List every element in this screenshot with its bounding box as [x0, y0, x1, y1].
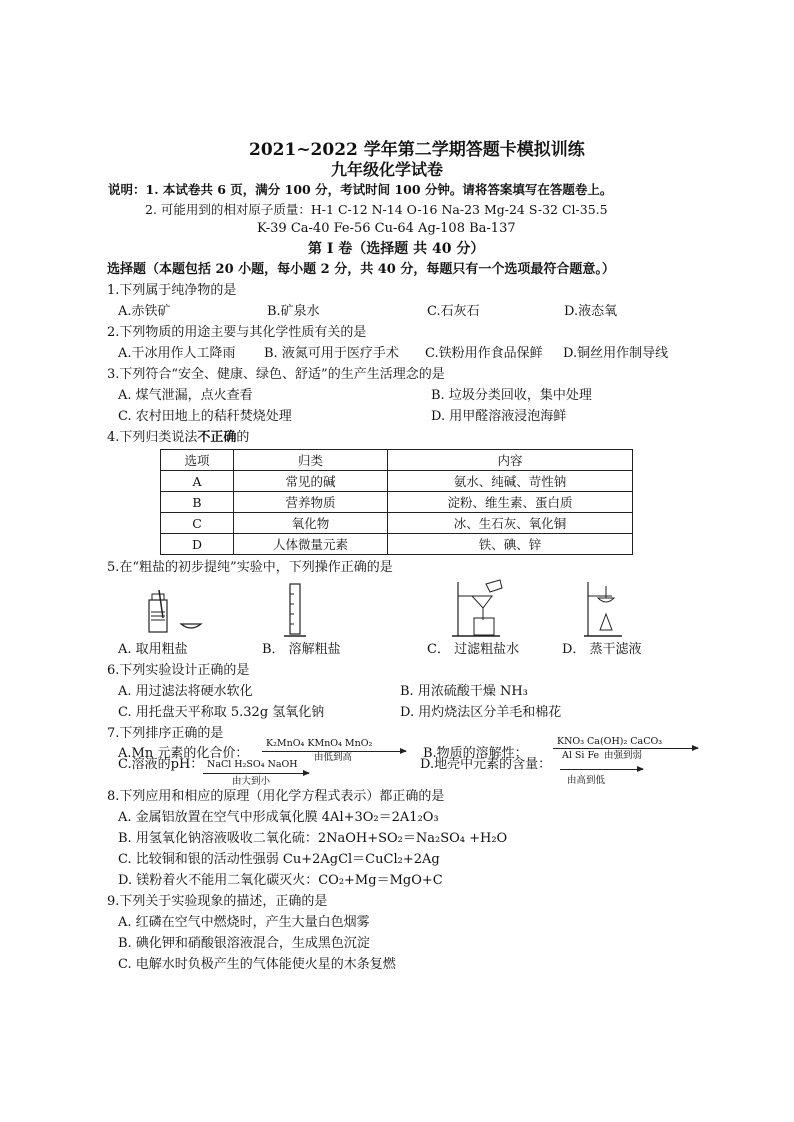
exam-title: 2021~2022 学年第二学期答题卡模拟训练 [249, 140, 585, 160]
q8-option-a: A. 金属铝放置在空气中形成氧化膜 4Al+3O₂＝2A1₂O₃ [118, 810, 439, 825]
graduated-cylinder-icon [280, 580, 310, 642]
q7-b-arrow-icon [553, 748, 698, 749]
q5-stem: 5.在“粗盐的初步提纯”实验中，下列操作正确的是 [107, 560, 393, 575]
q6-option-a: A. 用过滤法将硬水软化 [118, 684, 253, 699]
table-cell: 氧化物 [234, 513, 388, 534]
q7-option-b-order: 由强到弱 [604, 750, 643, 761]
q6-option-d: D. 用灼烧法区分羊毛和棉花 [400, 705, 562, 720]
q2-stem: 2.下列物质的用途主要与其化学性质有关的是 [107, 325, 367, 340]
q7-c-arrow-icon [203, 773, 309, 774]
q9-option-b: B. 碘化钾和硝酸银溶液混合，生成黑色沉淀 [118, 936, 370, 951]
q6-option-c: C. 用托盘天平称取 5.32g 氢氧化钠 [118, 705, 325, 720]
q6-stem: 6.下列实验设计正确的是 [107, 663, 250, 678]
notes-line-2: 2. 可能用到的相对原子质量：H-1 C-12 N-14 O-16 Na-23 Mg-24 S-32 Cl-35.5 [145, 202, 608, 217]
q3-option-a: A. 煤气泄漏，点火查看 [118, 388, 253, 403]
section-intro: 选择题（本题包括 20 小题，每小题 2 分，共 40 分，每题只有一个选项最符合题意。） [107, 262, 615, 277]
table-cell: 常见的碱 [234, 471, 388, 492]
q1-option-c: C.石灰石 [427, 304, 480, 319]
table-cell: 淀粉、维生素、蛋白质 [388, 492, 633, 513]
q3-option-d: D. 用甲醛溶液浸泡海鲜 [431, 409, 567, 424]
table-cell: A [161, 471, 234, 492]
q7-stem: 7.下列排序正确的是 [107, 726, 224, 741]
q4-stem-emphasis: 不正确 [197, 430, 237, 445]
section-title: 第 I 卷（选择题 共 40 分） [308, 241, 485, 257]
table-cell: 冰、生石灰、氧化铜 [388, 513, 633, 534]
filtration-apparatus-icon [450, 578, 510, 640]
table-cell: D [161, 534, 234, 555]
q7-option-b-label: B.物质的溶解性： [423, 746, 528, 761]
table-cell: 人体微量元素 [234, 534, 388, 555]
notes-line-1: 说明：1. 本试卷共 6 页，满分 100 分，考试时间 100 分钟。请将答案填写在答题卷上。 [108, 182, 613, 197]
q7-d-arrow-icon [560, 769, 643, 770]
q5-option-b: B． 溶解粗盐 [262, 642, 341, 657]
table-row [161, 492, 633, 513]
q9-option-a: A. 红磷在空气中燃烧时，产生大量白色烟雾 [118, 915, 370, 930]
q3-stem: 3.下列符合“安全、健康、绿色、舒适”的生产生活理念的是 [107, 367, 445, 382]
q1-option-b: B.矿泉水 [267, 304, 320, 319]
q1-option-d: D.液态氧 [564, 304, 618, 319]
q1-option-a: A.赤铁矿 [118, 304, 171, 319]
table-row [161, 534, 633, 555]
q1-stem: 1.下列属于纯净物的是 [107, 283, 237, 298]
q5-option-c: C． 过滤粗盐水 [427, 642, 520, 657]
q7-option-d-label: D.地壳中元素的含量： [420, 757, 552, 772]
q2-option-c: C.铁粉用作食品保鲜 [425, 346, 543, 361]
q5-option-a: A. 取用粗盐 [118, 642, 188, 657]
q7-option-c-label: C.溶液的pH： [118, 757, 204, 772]
q8-option-c: C. 比较铜和银的活动性强弱 Cu+2AgCl＝CuCl₂+2Ag [118, 852, 440, 867]
table-header: 选项 [161, 450, 234, 471]
q8-option-d: D. 镁粉着火不能用二氧化碳灭火：CO₂+Mg＝MgO+C [118, 873, 443, 888]
salt-bottle-spoon-icon [145, 588, 205, 636]
q7-option-c-order: 由大到小 [232, 776, 271, 787]
q2-option-d: D.铜丝用作制导线 [563, 346, 669, 361]
table-header: 归类 [234, 450, 388, 471]
table-cell: 营养物质 [234, 492, 388, 513]
table-row [161, 513, 633, 534]
q9-option-c: C. 电解水时负极产生的气体能使火星的木条复燃 [118, 957, 396, 972]
exam-subtitle: 九年级化学试卷 [331, 160, 444, 179]
q4-stem [107, 430, 249, 446]
q9-stem: 9.下列关于实验现象的描述，正确的是 [107, 894, 328, 909]
q7-option-d-order: 由高到低 [567, 775, 606, 786]
table-cell: 铁、碘、锌 [388, 534, 633, 555]
q2-option-b: B. 液氮可用于医疗手术 [264, 346, 399, 361]
q4-stem-post: 的 [236, 430, 250, 445]
table-cell: 氨水、纯碱、苛性钠 [388, 471, 633, 492]
q2-option-a: A.干冰用作人工降雨 [118, 346, 236, 361]
table-header: 内容 [388, 450, 633, 471]
q7-option-a-sequence: K₂MnO₄ KMnO₄ MnO₂ [266, 738, 373, 749]
q8-option-b: B. 用氢氧化钠溶液吸收二氧化硫：2NaOH+SO₂＝Na₂SO₄ +H₂O [118, 831, 508, 846]
notes-line-3: K-39 Ca-40 Fe-56 Cu-64 Ag-108 Ba-137 [257, 221, 516, 236]
q7-option-a-order: 由低到高 [314, 752, 353, 763]
q5-option-d: D． 蒸干滤液 [562, 642, 642, 657]
q7-option-a-label: A.Mn 元素的化合价： [118, 746, 249, 761]
q8-stem: 8.下列应用和相应的原理（用化学方程式表示）都正确的是 [107, 789, 445, 804]
table-header-row [161, 450, 633, 471]
q7-option-b-sequence: KNO₃ Ca(OH)₂ CaCO₃ [557, 736, 663, 747]
q6-option-b: B. 用浓硫酸干燥 NH₃ [400, 684, 528, 699]
table-cell: C [161, 513, 234, 534]
q3-option-b: B. 垃圾分类回收，集中处理 [431, 388, 592, 403]
table-row [161, 471, 633, 492]
evaporation-apparatus-icon [582, 578, 626, 640]
q7-option-d-sequence: Al Si Fe [562, 750, 600, 761]
q4-stem-pre: 4.下列归类说法 [107, 430, 198, 445]
table-cell: B [161, 492, 234, 513]
q7-option-c-sequence: NaCl H₂SO₄ NaOH [207, 759, 298, 770]
q4-table [160, 449, 633, 555]
q3-option-c: C. 农村田地上的秸秆焚烧处理 [118, 409, 292, 424]
